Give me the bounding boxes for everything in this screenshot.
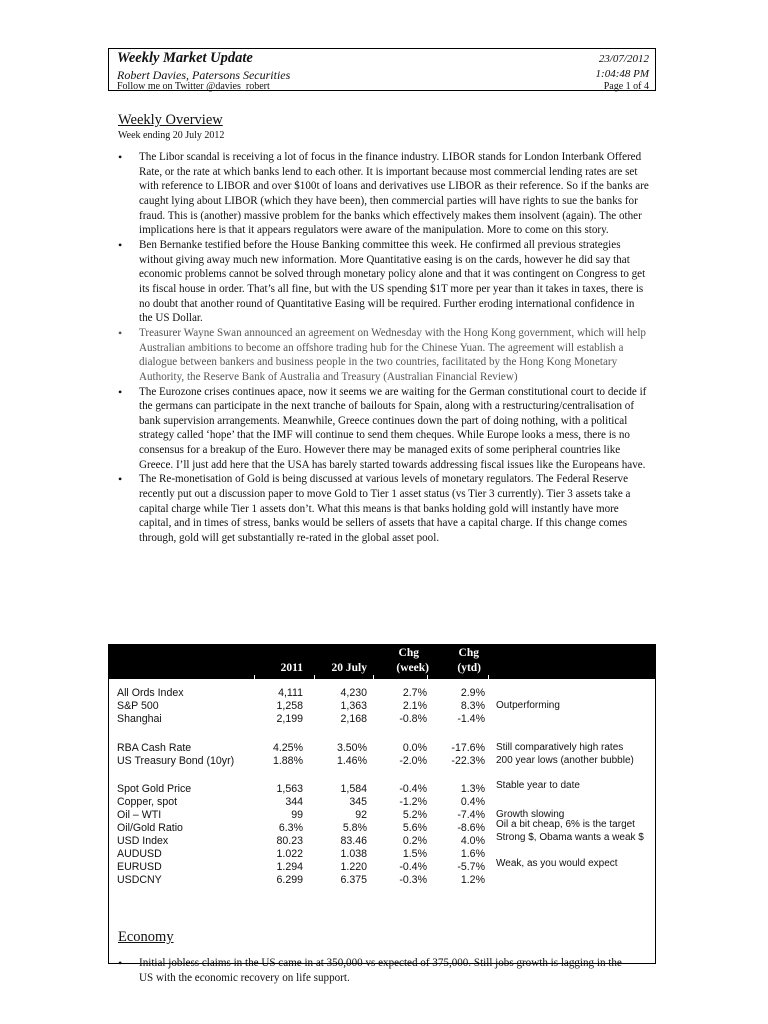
row-20-july: 83.46 [340,835,367,847]
row-chg-ytd: -5.7% [457,861,485,873]
report-header [108,48,656,91]
table-header [109,645,655,679]
row-name: Oil/Gold Ratio [117,822,183,834]
bullet-item: • The Libor scandal is receiving a lot of focus in the finance industry. LIBOR stands for London Interbank Offered Rate, or the rate at which banks lend to each other. It is important because most commercial lending rates are set with reference to LIBOR and over $100t of loans and derivatives use LIBOR as their reference. So if the banks are caught lying about LIBOR (which they have been), then commercial parties will have rights to sue the banks for fraud. This is (another) massive problem for the banks which effectively makes them insolvent (again). The other implications here is that it appears regulators were aware of the manipulation. More to come on this story. [118,150,650,238]
row-chg-ytd: 2.9% [460,687,485,699]
row-name: USD Index [117,835,169,847]
row-20-july: 1.038 [340,848,367,860]
row-chg-week: 0.0% [402,742,427,754]
row-name: AUDUSD [117,848,162,860]
row-20-july: 6.375 [340,874,367,886]
header-chg-ytd-top: Chg [458,647,479,659]
row-20-july: 1,584 [340,783,367,795]
row-comment: Oil a bit cheap, 6% is the target [496,819,635,830]
header-chg-week-bottom: (week) [396,662,429,674]
table-row [109,796,655,809]
row-2011: 80.23 [276,835,303,847]
row-20-july: 1.220 [340,861,367,873]
header-divider [427,675,428,679]
row-chg-week: 5.2% [402,809,427,821]
row-chg-week: 2.7% [402,687,427,699]
report-title: Weekly Market Update [117,50,253,66]
row-comment: Stable year to date [496,780,580,791]
header-chg-week-top: Chg [398,647,419,659]
header-chg-ytd-bottom: (ytd) [457,662,481,674]
row-name: Spot Gold Price [117,783,192,795]
row-2011: 1.294 [276,861,303,873]
row-chg-ytd: 0.4% [460,796,485,808]
table-row [109,742,655,755]
bullet-item: • Ben Bernanke testified before the House Banking committee this week. He confirmed all previous strategies without giving away much new information. More Quantitative easing is on the cards, however he did say that economic problems cannot be solved through monetary policy alone and that it was contingent on Congress to get its fiscal house in order. That’s all fine, but with the US spending $1T more per year than it takes in taxes, there is no doubt that another round of Quantitative Easing will be required. Further eroding international confidence in the US Dollar. [118,238,650,326]
row-name: EURUSD [117,861,162,873]
table-row [109,858,655,874]
row-chg-week: -0.3% [399,874,427,886]
row-comment: Outperforming [496,700,560,711]
row-chg-ytd: 1.3% [460,783,485,795]
document-page [108,48,656,886]
row-chg-week: -1.2% [399,796,427,808]
row-chg-ytd: 1.6% [460,848,485,860]
row-chg-ytd: -8.6% [457,822,485,834]
row-name: Shanghai [117,713,162,725]
row-name: RBA Cash Rate [117,742,192,754]
report-date: 23/07/2012 [598,53,649,65]
row-chg-ytd: 4.0% [460,835,485,847]
row-2011: 1,258 [276,700,303,712]
row-comment: Still comparatively high rates [496,742,624,753]
row-name: S&P 500 [117,700,159,712]
row-2011: 99 [291,809,303,821]
row-2011: 6.3% [278,822,303,834]
row-comment: Strong $, Obama wants a weak $ [496,832,644,843]
row-chg-week: -0.8% [399,713,427,725]
row-name: US Treasury Bond (10yr) [117,755,235,767]
table-row [109,687,655,700]
section-title-weekly-overview: Weekly Overview [118,112,223,128]
row-20-july: 345 [349,796,367,808]
header-divider [373,675,374,679]
page-number: Page 1 of 4 [603,81,649,92]
market-table [108,644,656,964]
row-comment: Growth slowing [496,809,565,820]
row-2011: 6.299 [276,874,303,886]
row-2011: 1,563 [276,783,303,795]
row-chg-week: -0.4% [399,783,427,795]
header-divider [254,675,255,679]
row-chg-week: 0.2% [402,835,427,847]
report-author: Robert Davies, Patersons Securities [117,68,291,82]
bullet-item: • Initial jobless claims in the US came in at 350,000 vs expected of 375,000. Still jobs growth is lagging in the US with the economic recovery on life support. [118,956,638,985]
table-row [109,713,655,726]
section-title-economy: Economy [118,929,174,945]
row-name: USDCNY [117,874,162,886]
bullet-item: • The Re-monetisation of Gold is being discussed at various levels of monetary regulators. The Federal Reserve recently put out a discussion paper to move Gold to Tier 1 asset status (vs Tier 3 currently). Tier 3 assets take a capital charge while Tier 1 assets don’t. What this means is that banks holding gold will instantly have more capital, and in times of stress, banks would be sellers of assets that have a capital charge. If this change comes through, gold will get substantially re-rated in the global asset pool. [118,472,650,545]
bullet-item: • Treasurer Wayne Swan announced an agreement on Wednesday with the Hong Kong government, which will help Australian ambitions to become an offshore trading hub for the Chinese Yuan. The agreement will establish a dialogue between bankers and business people in the two countries, facilitated by the Hong Kong Monetary Authority, the Reserve Bank of Australia and Treasury (Australian Financial Review) [118,326,650,385]
row-2011: 4.25% [272,742,303,754]
row-20-july: 4,230 [340,687,367,699]
row-2011: 1.022 [276,848,303,860]
row-chg-ytd: -17.6% [451,742,485,754]
row-comment: Weak, as you would expect [496,858,618,869]
table-row [109,780,655,796]
row-20-july: 3.50% [336,742,367,754]
row-chg-ytd: -22.3% [451,755,485,767]
table-row [109,700,655,713]
table-row [109,755,655,768]
row-chg-week: 5.6% [402,822,427,834]
row-20-july: 5.8% [342,822,367,834]
header-20-july: 20 July [331,662,367,674]
row-20-july: 92 [355,809,367,821]
row-chg-ytd: -7.4% [457,809,485,821]
row-chg-week: -0.4% [399,861,427,873]
row-2011: 4,111 [278,687,303,699]
header-divider [314,675,315,679]
row-20-july: 1.46% [336,755,367,767]
row-chg-week: -2.0% [399,755,427,767]
overview-bullet-list [118,150,650,546]
table-row [109,832,655,848]
bullet-item: • The Eurozone crises continues apace, now it seems we are waiting for the German constitutional court to decide if the germans can participate in the next tranche of bailouts for Spain, along with a restructuring/centralisation of bank supervision arrangements. Meanwhile, Greece continues down the part of doing nothing, with a political strategy called ‘hope’ that the IMF will continue to send them cheques. While Europe looks a mess, there is no consensus for a breakup of the Euro. However there may be managed exits of some peripheral countries like Greece. I’ll just add here that the USA has barely started towards addressing fiscal issues like the Europeans have. [118,385,650,473]
row-chg-ytd: -1.4% [457,713,485,725]
row-20-july: 1,363 [340,700,367,712]
row-2011: 2,199 [276,713,303,725]
row-chg-week: 2.1% [402,700,427,712]
header-divider [488,675,489,679]
row-chg-ytd: 8.3% [460,700,485,712]
header-2011: 2011 [280,662,303,674]
report-time: 1:04:48 PM [595,68,649,80]
row-20-july: 2,168 [340,713,367,725]
row-chg-week: 1.5% [402,848,427,860]
section-subtitle: Week ending 20 July 2012 [118,130,225,141]
row-2011: 1.88% [272,755,303,767]
economy-bullet-list [118,956,638,985]
row-chg-ytd: 1.2% [460,874,485,886]
twitter-handle: Follow me on Twitter @davies_robert [117,81,270,92]
row-name: Copper, spot [117,796,178,808]
row-comment: 200 year lows (another bubble) [496,755,634,766]
row-name: All Ords Index [117,687,184,699]
row-name: Oil – WTI [117,809,162,821]
row-2011: 344 [285,796,303,808]
table-row [109,874,655,887]
